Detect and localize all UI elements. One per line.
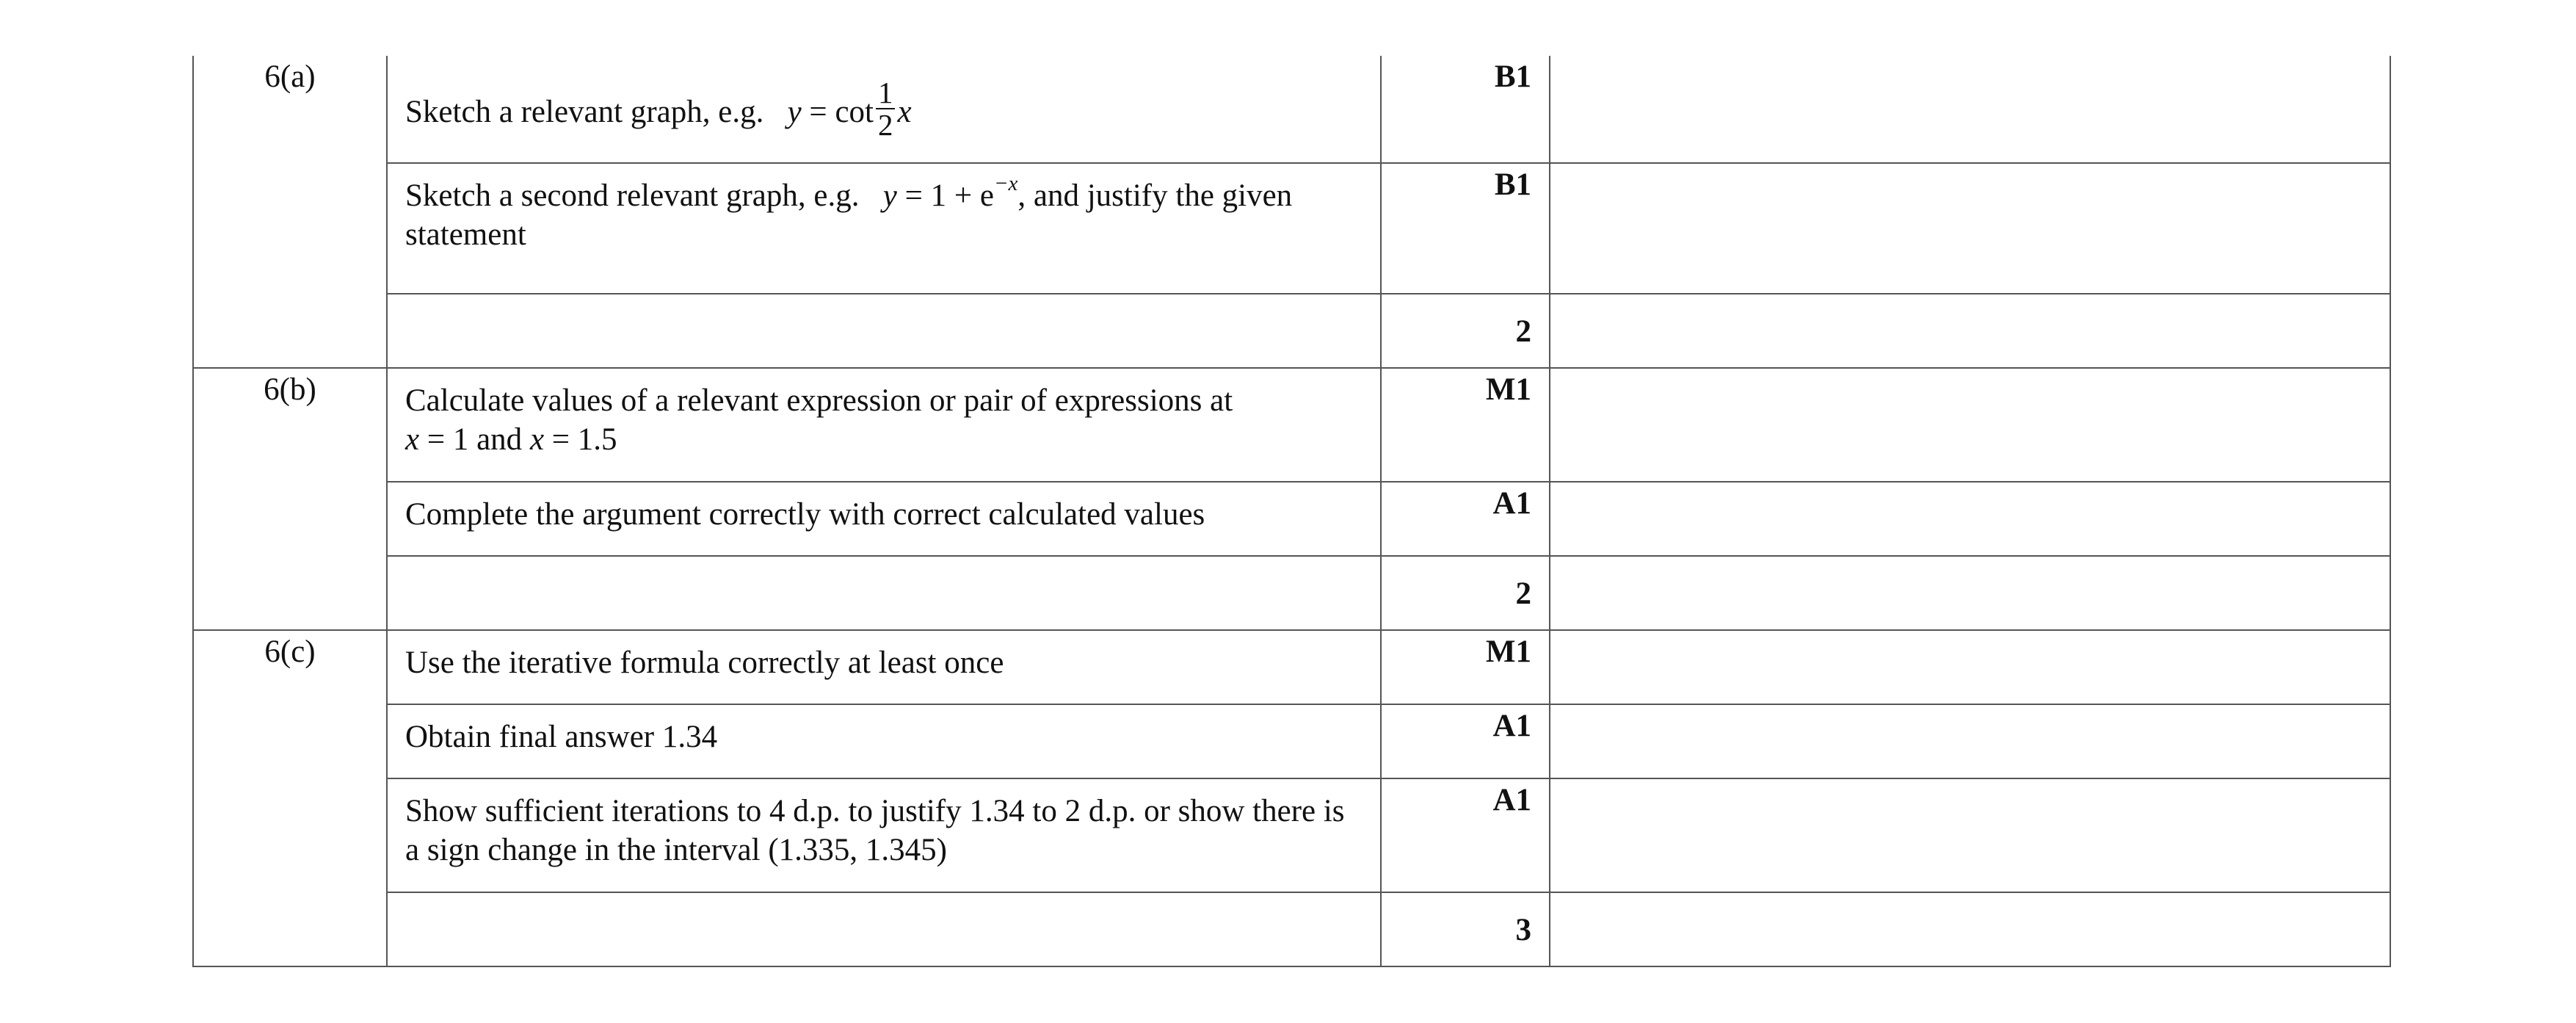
answer-text-cont: , and justify the given statement (405, 178, 1293, 252)
math-eq: = (801, 94, 835, 129)
question-number-cell (193, 630, 387, 966)
fraction-half (876, 77, 896, 140)
math-one-plus-e: 1 + e (930, 178, 994, 213)
answer-text: Sketch a relevant graph, e.g. (405, 94, 764, 129)
guidance-cell (1550, 704, 2390, 778)
math-var-x: x (529, 422, 545, 457)
answer-cell (387, 368, 1381, 482)
mark-cell (1381, 704, 1550, 778)
formula (867, 171, 1018, 213)
table-row-total (193, 294, 2390, 368)
math-exponent: −x (993, 171, 1018, 195)
mark-cell (1381, 892, 1550, 966)
math-eq: = (896, 178, 931, 213)
question-number: 6(b) (264, 372, 316, 407)
mark-value: A1 (1492, 709, 1531, 743)
answer-text: Calculate values of a relevant expression or pair of expressions at (405, 383, 1233, 418)
question-number-cell (193, 56, 387, 368)
guidance-cell (1550, 556, 2390, 630)
table-row (193, 704, 2390, 778)
answer-cell (387, 163, 1381, 294)
formula (772, 76, 912, 142)
answer-text: Complete the argument correctly with correct calculated values (405, 497, 1205, 532)
guidance-cell (1550, 892, 2390, 966)
guidance-cell (1550, 778, 2390, 892)
guidance-cell (1550, 368, 2390, 482)
question-number: 6(a) (264, 59, 316, 94)
mark-value: B1 (1494, 167, 1531, 202)
table-row (193, 630, 2390, 704)
fraction-numerator: 1 (876, 77, 896, 109)
answer-cell (387, 892, 1381, 966)
answer-text: Show sufficient iterations to 4 d.p. to justify 1.34 to 2 d.p. or show there is a sign change in the interval (1.335, 1.345) (405, 794, 1345, 867)
mark-cell (1381, 556, 1550, 630)
answer-text: Obtain final answer 1.34 (405, 720, 718, 754)
answer-cell (387, 778, 1381, 892)
answer-cell (387, 556, 1381, 630)
mark-cell (1381, 368, 1550, 482)
mark-cell (1381, 778, 1550, 892)
math-cot: cot (835, 94, 874, 129)
mark-scheme-table (192, 56, 2391, 967)
mark-value: M1 (1485, 372, 1531, 407)
total-mark: 3 (1515, 913, 1531, 947)
table-row-total (193, 556, 2390, 630)
answer-text: Use the iterative formula correctly at least once (405, 646, 1004, 680)
answer-text: Sketch a second relevant graph, e.g. (405, 178, 860, 213)
question-number-cell (193, 368, 387, 630)
mark-value: A1 (1492, 783, 1531, 817)
mark-cell (1381, 294, 1550, 368)
answer-cell (387, 630, 1381, 704)
mark-value: M1 (1485, 635, 1531, 669)
table-row (193, 56, 2390, 163)
mark-cell (1381, 163, 1550, 294)
math-text: = 1 and (419, 422, 530, 457)
question-number: 6(c) (264, 635, 316, 669)
guidance-cell (1550, 56, 2390, 163)
table-row-total (193, 892, 2390, 966)
table-row (193, 163, 2390, 294)
mark-cell (1381, 630, 1550, 704)
table-row (193, 482, 2390, 556)
mark-cell (1381, 56, 1550, 163)
math-var-x: x (405, 422, 420, 457)
mark-value: A1 (1492, 486, 1531, 521)
answer-cell (387, 482, 1381, 556)
mark-cell (1381, 482, 1550, 556)
guidance-cell (1550, 294, 2390, 368)
total-mark: 2 (1515, 576, 1531, 611)
guidance-cell (1550, 630, 2390, 704)
math-var-y: y (787, 94, 802, 129)
math-text: = 1.5 (544, 422, 617, 457)
table-row (193, 368, 2390, 482)
answer-cell (387, 56, 1381, 163)
table-row (193, 778, 2390, 892)
answer-cell (387, 294, 1381, 368)
total-mark: 2 (1515, 314, 1531, 349)
mark-value: B1 (1494, 59, 1531, 94)
guidance-cell (1550, 482, 2390, 556)
guidance-cell (1550, 163, 2390, 294)
fraction-denominator: 2 (877, 108, 893, 142)
answer-cell (387, 704, 1381, 778)
math-var-y: y (882, 178, 897, 213)
math-var-x: x (897, 94, 912, 129)
